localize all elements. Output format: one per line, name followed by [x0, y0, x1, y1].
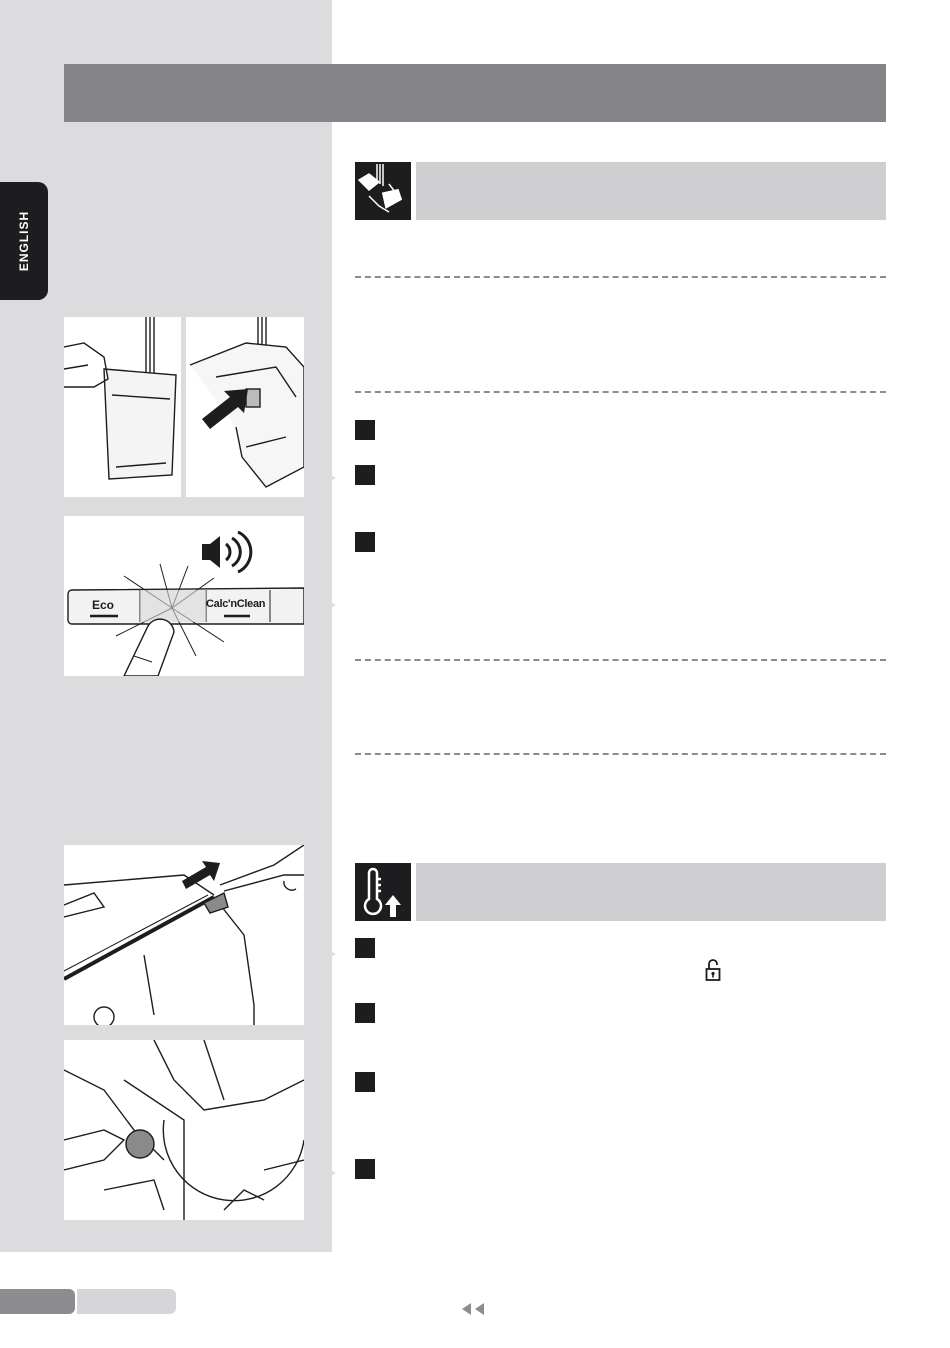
section-header-temperature [355, 863, 886, 921]
separator [355, 276, 886, 278]
step-marker [355, 1159, 375, 1179]
speaker-sound-icon [202, 532, 251, 572]
pointer-arrow [306, 939, 336, 969]
page-number-tab [0, 1289, 75, 1314]
illustration-turn-knob [64, 1040, 304, 1220]
separator [355, 753, 886, 755]
section-title-bar [416, 162, 886, 220]
step-marker [355, 532, 375, 552]
illustration-control-panel [64, 516, 304, 676]
language-tab-label: ENGLISH [17, 210, 31, 272]
double-left-arrow-icon[interactable] [459, 1302, 489, 1316]
step-marker [355, 938, 375, 958]
separator [355, 659, 886, 661]
step-marker [355, 1003, 375, 1023]
pointer-arrow [306, 590, 336, 620]
header-bar [64, 64, 886, 122]
illustration-fill-tank [64, 317, 181, 497]
unlocked-padlock-icon [705, 958, 721, 982]
pointer-arrow [306, 1158, 336, 1188]
thermometer-temperature-up-icon [355, 863, 411, 921]
descale-water-pour-icon [355, 162, 411, 220]
step-marker [355, 465, 375, 485]
separator [355, 391, 886, 393]
page-section-tab [77, 1289, 176, 1314]
illustration-insert-tank [186, 317, 304, 497]
section-title-bar [416, 863, 886, 921]
step-marker [355, 420, 375, 440]
calc-clean-button-label: Calc'nClean [206, 598, 266, 610]
illustration-unlock-button [64, 845, 304, 1025]
pointer-arrow [306, 463, 336, 493]
eco-button-label: Eco [92, 598, 115, 612]
language-tab [0, 182, 48, 300]
step-marker [355, 1072, 375, 1092]
section-header-descaling [355, 162, 886, 220]
